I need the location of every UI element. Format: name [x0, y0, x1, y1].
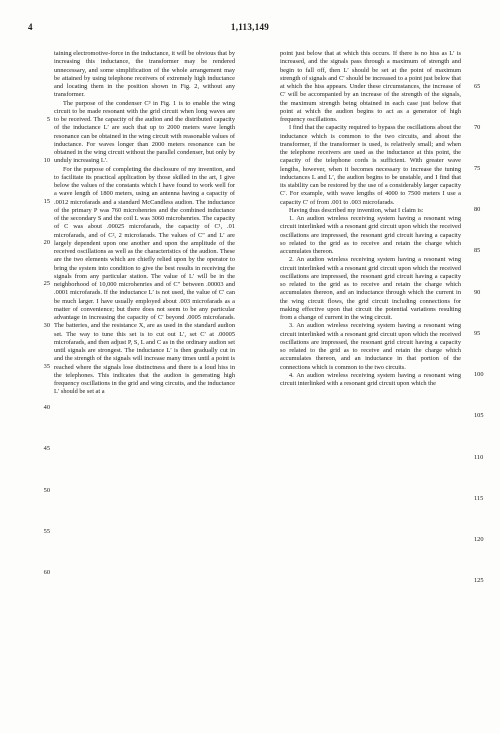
line-number: 45 — [43, 445, 50, 452]
line-number: 5 — [46, 116, 50, 123]
paragraph: taining electromotive-force in the inductance, it will be obvious that by increasing this inductance, the transformer may be rendered unnecessary, and some simplification of the whole arrangement may be attained by using telephone receivers of extremely high inductance and locating them in the position shown in Fig. 2, without any transformer. — [54, 50, 235, 99]
line-number: 25 — [43, 280, 50, 287]
paragraph: point just below that at which this occurs. If there is no hiss as L′ is increased, and the signals pass through a maximum of strength and begin to fall off, then L′ should be set at the point of maximum strength of signals and C′ should be increased to a point just below that at which the hiss appears. Under these circumstances, the increase of C′ will be accompanied by an increase of the strength of the signals, the maximum strength being obtained in each case just below that point at which the audion begins to act as a generator of high frequency oscillations. — [280, 50, 461, 123]
line-number: 65 — [474, 83, 481, 90]
paragraph: I find that the capacity required to bypass the oscillations about the inductance which is common to the two circuits, and about the transformer, if the transformer is used, is relatively small; and when the telephone receivers are used as the inductance at this point, the capacity of the telephone cords is sufficient. With greater wave lengths, however, when it becomes necessary to increase the tuning inductances L and L′, the audion begins to be unstable, and I find that its stability can be restored by the use of a considerably larger capacity C′. For example, with wave lengths of 4000 to 7500 meters I use a capacity C′ of from .001 to .003 microfarads. — [280, 124, 461, 206]
page-number: 4 — [28, 22, 33, 32]
line-number: 100 — [474, 371, 484, 378]
claim-3: 3. An audion wireless receiving system having a resonant wing circuit interlinked with a resonant grid circuit upon which the received oscillations are impressed, the resonant grid circuit having a capacity so related to the grid as to receive and retain the charge which accumulates thereon, and an inductance in that portion of the connections which is common to the two circuits. — [280, 322, 461, 371]
claim-2: 2. An audion wireless receiving system having a resonant wing circuit interlinked with a resonant grid circuit upon which the received oscillations are impressed, the resonant grid circuit having a capacity so related to the grid as to receive and retain the charge which accumulates thereon, and an inductance through which the current in the wing circuit flows, the grid circuit including connections for making effective upon that circuit the potential variations resulting from a change of current in the wing circuit. — [280, 256, 461, 321]
claim-4: 4. An audion wireless receiving system having a resonant wing circuit interlinked with a resonant grid circuit upon which the — [280, 371, 461, 387]
line-number: 40 — [43, 404, 50, 411]
line-number: 85 — [474, 247, 481, 254]
line-number: 30 — [43, 322, 50, 329]
line-number: 115 — [474, 495, 484, 502]
left-text-column — [54, 50, 235, 397]
paragraph: For the purpose of completing the disclosure of my invention, and to facilitate its practical application by those skilled in the art, I give below the values of the constants which I have found to work well for a wave length of 1800 meters, using an antenna having a capacity of .0012 microfarads and a standard McCandless audion. The inductance of the primary P was 760 microhenries and the combined inductance of the secondary S and the coil L was 3060 microhenries. The capacity of C was about .00025 microfarads, the capacity of C¹, .01 microfarads, and of C², 2 microfarads. The values of C″ and L′ are largely dependent upon one another and upon the amplitude of the received oscillations as well as the characteristics of the audion. These are the two elements which are chiefly relied upon by the operator to bring the system into condition to give the best results in receiving the signals from any particular station. The value of L′ will be in the neighborhood of 10,000 microhenries and of C″ between .00003 and .0001 microfarads. If the inductance L′ is not used, the value of C′ can be much larger. I have usually employed about .003 microfarads as a matter of convenience; but there does not seem to be any particular advantage in increasing the capacity of C′ beyond .0005 microfarads. The batteries, and the resistance X, are as used in the standard audion set. The way to tune this set is to cut out L′, set C′ at .00005 microfarads, and then adjust P, S, L and C as in the ordinary audion set until signals are strongest. The inductance L′ is then gradually cut in and the strength of the signals will increase many times until a point is reached where the signals lose distinctness and there is a loud hiss in the telephones. This indicates that the audion is generating high frequency oscillations in the grid and wing circuits, and the inductance L′ should be set at a — [54, 165, 235, 396]
line-number: 10 — [43, 157, 50, 164]
line-number: 90 — [474, 289, 481, 296]
line-number: 35 — [43, 363, 50, 370]
line-number: 110 — [474, 454, 484, 461]
line-number: 20 — [43, 239, 50, 246]
line-number: 55 — [43, 528, 50, 535]
right-line-numbers — [474, 50, 488, 734]
patent-number: 1,113,149 — [230, 22, 270, 32]
claim-1: 1. An audion wireless receiving system having a resonant wing circuit interlinked with a resonant grid circuit upon which the received oscillations are impressed, the resonant grid circuit having a capacity so related to the grid as to receive and retain the charge which accumulates thereon. — [280, 215, 461, 255]
line-number: 50 — [43, 487, 50, 494]
paragraph: The purpose of the condenser C³ in Fig. 1 is to enable the wing circuit to be made resonant with the grid circuit when long waves are to be received. The capacity of the audion and the distributed capacity of the inductance L′ are such that up to 2000 meters wave length resonance can be obtained in the wing circuit with reasonable values of inductance. For waves longer than 2000 meters resonance can be obtained in the wing circuit without the parallel condenser, but only by unduly increasing L′. — [54, 99, 235, 165]
right-text-column — [280, 50, 461, 388]
line-number: 120 — [474, 536, 484, 543]
line-number: 60 — [43, 569, 50, 576]
line-number: 80 — [474, 206, 481, 213]
line-number: 95 — [474, 330, 481, 337]
claims-intro: Having thus described my invention, what I claim is: — [289, 206, 424, 214]
line-number: 75 — [474, 165, 481, 172]
line-number: 15 — [43, 198, 50, 205]
line-number: 105 — [474, 412, 484, 419]
line-number: 70 — [474, 124, 481, 131]
left-line-numbers — [36, 50, 50, 734]
line-number: 125 — [474, 577, 484, 584]
